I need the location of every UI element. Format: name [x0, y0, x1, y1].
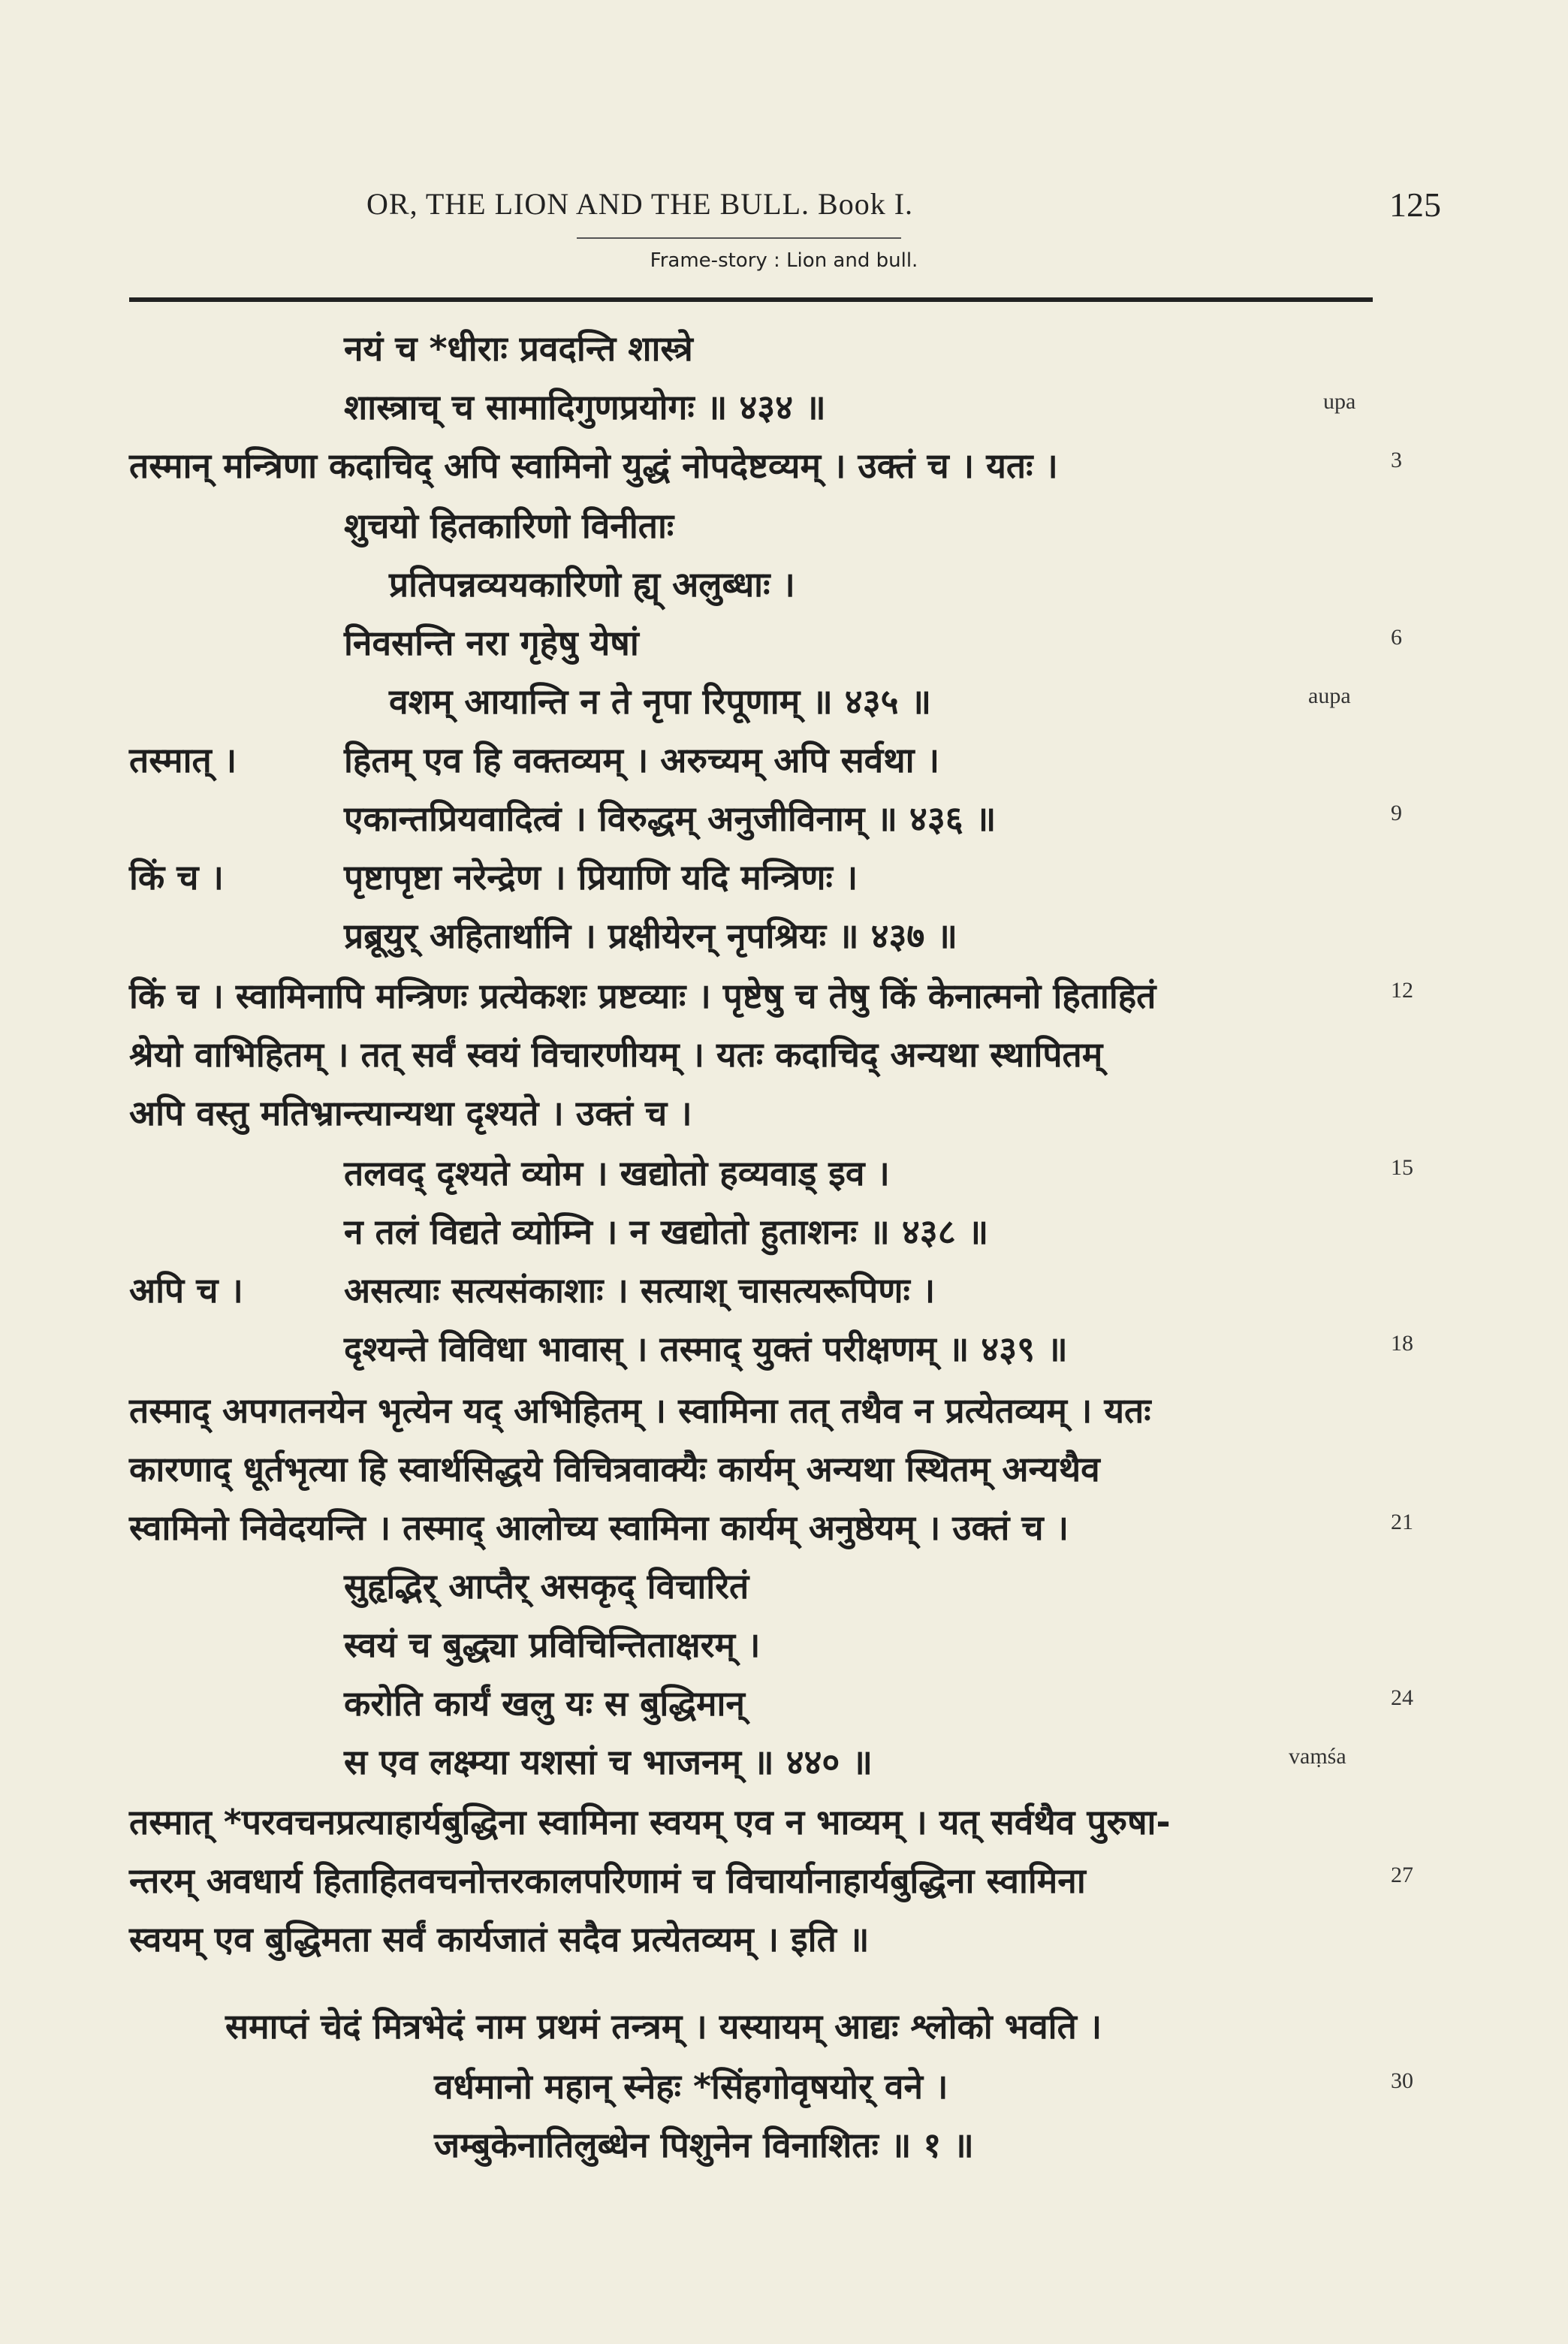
line-number: 24 [1391, 1685, 1413, 1710]
subtitle: Frame-story : Lion and bull. [650, 249, 918, 272]
line-number: 9 [1391, 801, 1402, 825]
text-line: जम्बुकेनातिलुब्धेन पिशुनेन विनाशितः ॥ १ ॥ [434, 2125, 974, 2165]
text-line: निवसन्ति नरा गृहेषु येषां [344, 623, 639, 663]
text-line: वशम् आयान्ति न ते नृपा रिपूणाम् ॥ ४३५ ॥ [389, 681, 932, 722]
text-line: श्रेयो वाभिहितम् । तत् सर्वं स्वयं विचारणीयम् । यतः कदाचिद् अन्यथा स्थापितम् [129, 1034, 1103, 1075]
text-line: वर्धमानो महान् स्नेहः *सिंहगोवृषयोर् वने । [434, 2066, 948, 2107]
text-line: करोति कार्यं खलु यः स बुद्धिमान् [344, 1683, 745, 1724]
text-line: एकान्तप्रियवादित्वं । विरुद्धम् अनुजीविनाम् ॥ ४३६ ॥ [344, 798, 997, 839]
text-line: हितम् एव हि वक्तव्यम् । अरुच्यम् अपि सर्वथा । [344, 740, 940, 780]
text-label: किं च । [129, 857, 224, 897]
text-label: तस्मात् । [129, 740, 237, 780]
text-line: न्तरम् अवधार्य हिताहितवचनोत्तरकालपरिणामं च विचार्यानाहार्यबुद्धिना स्वामिना [129, 1860, 1086, 1901]
text-line: कारणाद् धूर्तभृत्या हि स्वार्थसिद्धये विचित्रवाक्यैः कार्यम् अन्यथा स्थितम् अन्यथैव [129, 1449, 1100, 1489]
text-line: स एव लक्ष्म्या यशसां च भाजनम् ॥ ४४० ॥ [344, 1742, 873, 1782]
text-line: शास्त्राच् च सामादिगुणप्रयोगः ॥ ४३४ ॥ [344, 387, 826, 427]
line-number: 6 [1391, 625, 1402, 650]
running-title: OR, THE LION AND THE BULL. Book I. [366, 187, 914, 221]
text-line: तस्मात् *परवचनप्रत्याहार्यबुद्धिना स्वामिना स्वयम् एव न भाव्यम् । यत् सर्वथैव पुरुषा- [129, 1802, 1171, 1842]
text-line: स्वयम् एव बुद्धिमता सर्वं कार्यजातं सदैव प्रत्येतव्यम् । इति ॥ [129, 1919, 870, 1959]
text-line: शुचयो हितकारिणो विनीताः [344, 505, 674, 546]
text-line: पृष्टापृष्टा नरेन्द्रेण । प्रियाणि यदि मन्त्रिणः । [344, 857, 858, 897]
text-line: न तलं विद्यते व्योम्नि । न खद्योतो हुताशनः ॥ ४३८ ॥ [344, 1211, 989, 1252]
line-number: 21 [1391, 1510, 1413, 1534]
text-line: तस्माद् अपगतनयेन भृत्येन यद् अभिहितम् । स्वामिना तत् तथैव न प्रत्येतव्यम् । यतः [129, 1390, 1151, 1431]
meter-label: upa [1323, 389, 1356, 414]
text-line: स्वयं च बुद्ध्या प्रविचिन्तिताक्षरम् । [344, 1625, 761, 1665]
meter-label: vaṃśa [1289, 1744, 1346, 1769]
text-line: समाप्तं चेदं मित्रभेदं नाम प्रथमं तन्त्रम् । यस्यायम् आद्यः श्लोको भवति । [225, 2006, 1102, 2047]
text-line: सुहृद्भिर् आप्तैर् असकृद् विचारितं [344, 1566, 749, 1606]
line-number: 12 [1391, 978, 1413, 1003]
text-line: दृश्यन्ते विविधा भावास् । तस्माद् युक्तं परीक्षणम् ॥ ४३९ ॥ [344, 1329, 1068, 1369]
text-line: तलवद् दृश्यते व्योम । खद्योतो हव्यवाड् इव । [344, 1153, 890, 1193]
header-rule [129, 297, 1373, 302]
line-number: 27 [1391, 1863, 1413, 1887]
line-number: 15 [1391, 1155, 1413, 1180]
meter-label: aupa [1308, 683, 1351, 708]
page-number: 125 [1389, 186, 1441, 224]
text-line: तस्मान् मन्त्रिणा कदाचिद् अपि स्वामिनो युद्धं नोपदेष्टव्यम् । उक्तं च । यतः । [129, 445, 1058, 486]
text-line: नयं च *धीराः प्रवदन्ति शास्त्रे [344, 328, 693, 369]
subtitle-rule [577, 237, 901, 239]
line-number: 3 [1391, 448, 1402, 472]
text-line: प्रतिपन्नव्ययकारिणो ह्य् अलुब्धाः । [389, 564, 795, 605]
text-line: अपि वस्तु मतिभ्रान्त्यान्यथा दृश्यते । उक्तं च । [129, 1093, 692, 1133]
text-line: स्वामिनो निवेदयन्ति । तस्माद् आलोच्य स्वामिना कार्यम् अनुष्ठेयम् । उक्तं च । [129, 1507, 1069, 1548]
text-line: प्रब्रूयुर् अहितार्थानि । प्रक्षीयेरन् नृपश्रियः ॥ ४३७ ॥ [344, 916, 957, 956]
text-line: किं च । स्वामिनापि मन्त्रिणः प्रत्येकशः प्रष्टव्याः । पृष्टेषु च तेषु किं केनात्मनो हिताहितं [129, 976, 1156, 1016]
text-label: अपि च । [129, 1270, 243, 1311]
line-number: 18 [1391, 1331, 1413, 1356]
text-line: असत्याः सत्यसंकाशाः । सत्याश् चासत्यरूपिणः । [344, 1270, 936, 1311]
line-number: 30 [1391, 2068, 1413, 2093]
